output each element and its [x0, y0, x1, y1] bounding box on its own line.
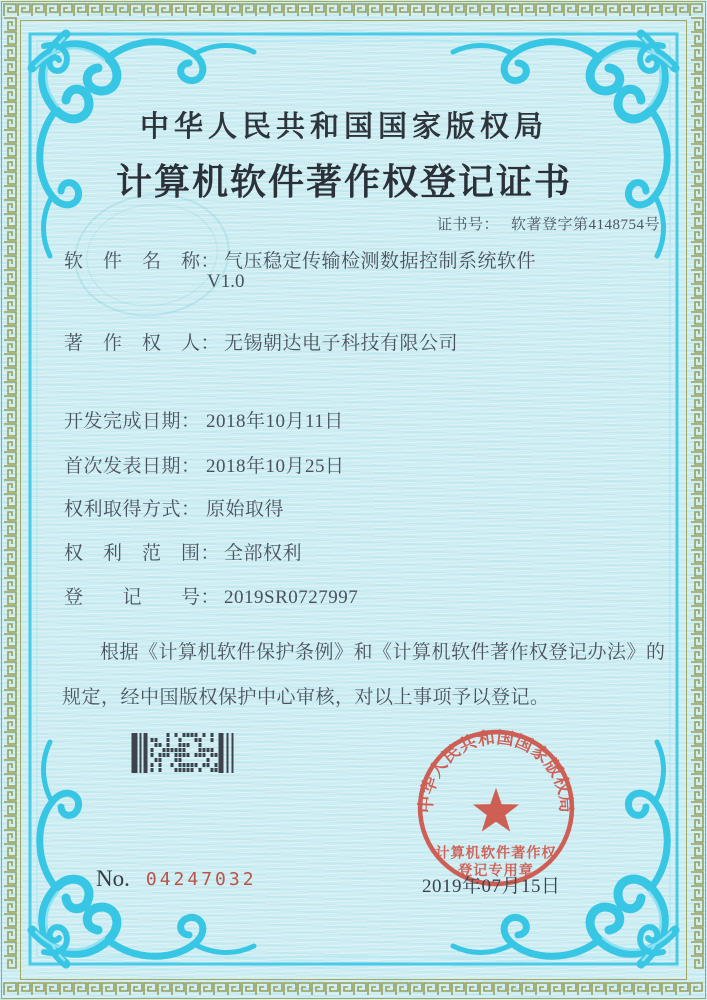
seal-function-line1: 计算机软件著作权	[435, 845, 557, 862]
field-label: 开发完成日期：	[64, 411, 201, 432]
field-value: 2018年10月25日	[206, 456, 345, 477]
seal-function-line2: 登记专用章	[458, 862, 534, 879]
field-label: 首次发表日期：	[64, 456, 201, 477]
serial-number: 04247032	[145, 869, 257, 890]
field-acquisition-method	[64, 494, 284, 521]
field-label: 登 记 号：	[64, 587, 221, 608]
certificate-number-label: 证书号：	[437, 217, 500, 233]
serial-prefix: No.	[96, 866, 130, 891]
2d-barcode-icon	[124, 733, 242, 773]
field-registration-number	[64, 582, 358, 609]
registration-statement: 根据《计算机软件保护条例》和《计算机软件著作权登记办法》的规定，经中国版权保护中心审核，对以上事项予以登记。	[62, 642, 666, 708]
field-copyright-owner	[64, 328, 458, 355]
red-star-icon	[473, 788, 519, 832]
field-value: 无锡朝达电子科技有限公司	[224, 333, 459, 354]
field-value: 2019SR0727997	[224, 587, 359, 608]
field-rights-scope	[64, 538, 302, 565]
certificate-number-value: 软著登字第4148754号	[511, 217, 661, 233]
field-value: 全部权利	[224, 543, 303, 564]
official-seal	[413, 725, 579, 891]
seal-date: 2019年07月15日	[422, 876, 561, 897]
field-value: 气压稳定传输检测数据控制系统软件	[224, 251, 537, 272]
field-label: 软 件 名 称：	[64, 251, 221, 272]
field-dev-complete-date	[64, 406, 344, 433]
authority-title: 中华人民共和国国家版权局	[139, 111, 548, 143]
certificate-title: 计算机软件著作权登记证书	[115, 162, 572, 202]
field-software-name	[64, 246, 536, 273]
certificate-number-line	[437, 213, 660, 234]
serial-number-line	[96, 866, 257, 892]
seal-ring-text: 中华人民共和国国家版权局	[416, 728, 576, 814]
field-value: 原始取得	[206, 499, 285, 520]
field-label: 权利取得方式：	[64, 499, 201, 520]
field-first-publish-date	[64, 451, 345, 478]
field-value: 2018年10月11日	[206, 411, 344, 432]
field-label: 著 作 权 人：	[64, 333, 221, 354]
field-label: 权 利 范 围：	[64, 543, 221, 564]
software-version: V1.0	[207, 271, 245, 292]
